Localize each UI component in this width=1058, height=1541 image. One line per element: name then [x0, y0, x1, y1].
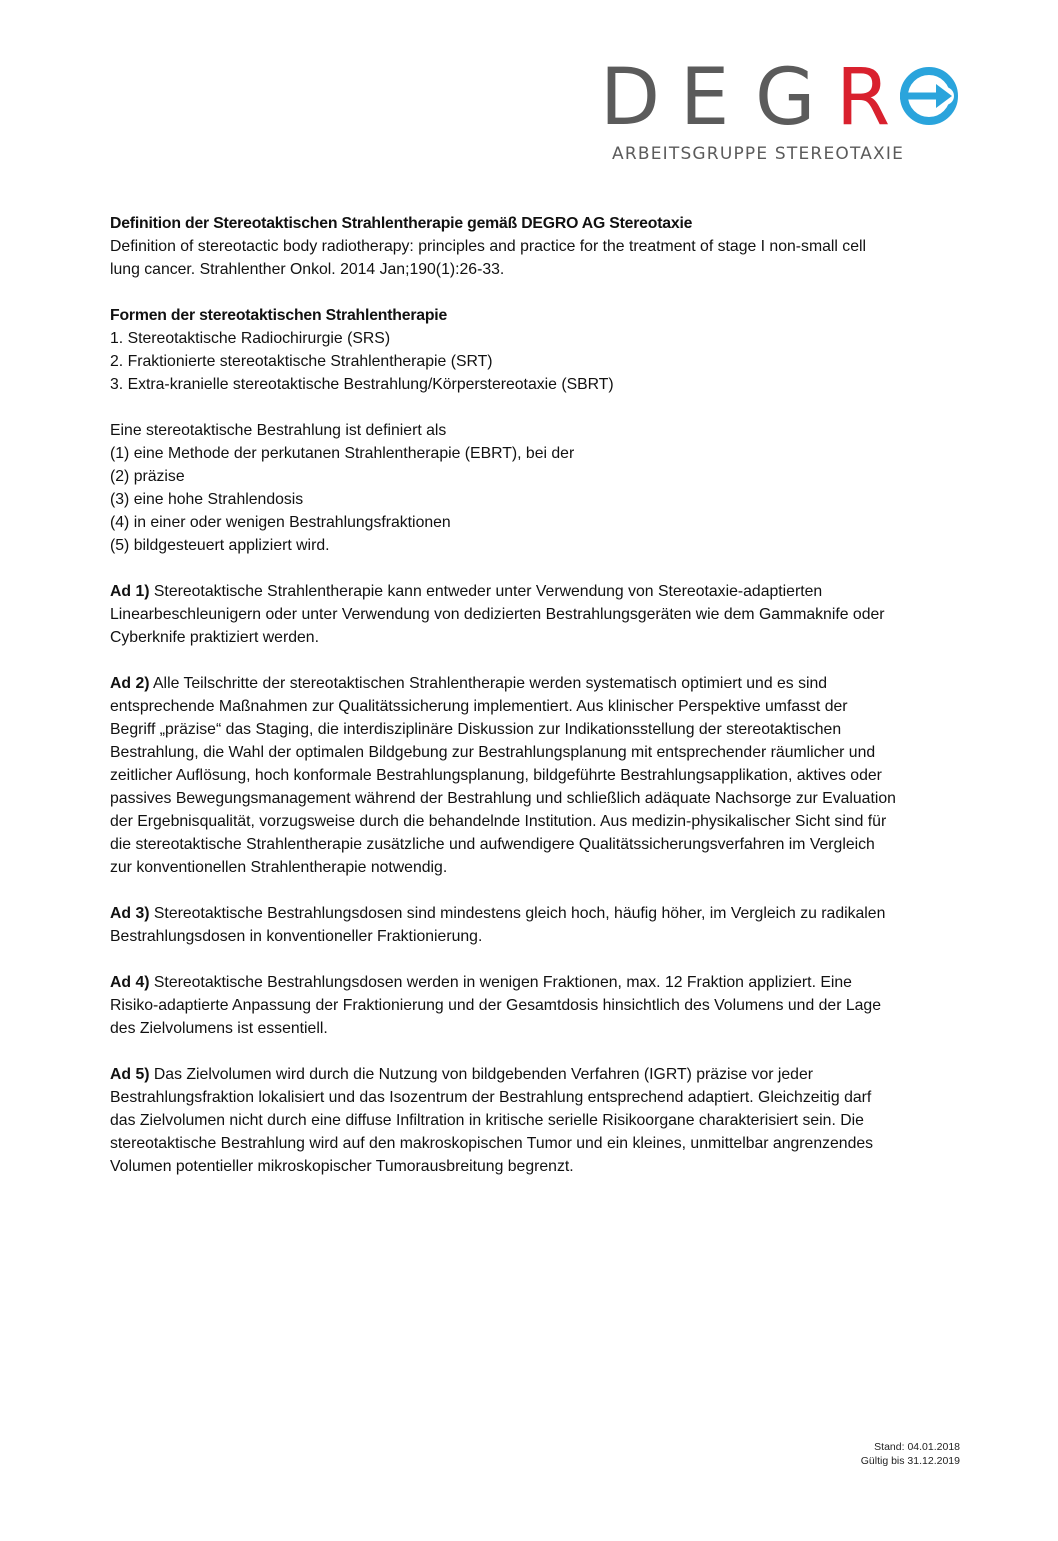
ad5-line: Volumen potentieller mikroskopischer Tumorausbreitung begrenzt.	[110, 1158, 574, 1175]
ad2-paragraph	[110, 672, 960, 879]
ad2-line: entsprechende Maßnahmen zur Qualitätssicherung implementiert. Aus klinischer Perspektive umfasst der	[110, 698, 848, 715]
ad4-text: Stereotaktische Bestrahlungsdosen werden in wenigen Fraktionen, max. 12 Fraktion appliziert. Eine	[149, 974, 852, 991]
ad1-text: Stereotaktische Strahlentherapie kann entweder unter Verwendung von Stereotaxie-adaptierten	[149, 583, 823, 600]
ad3-line	[110, 902, 960, 925]
logo-letter-d: D	[600, 62, 675, 143]
ad4-line	[110, 971, 960, 994]
definition-section	[110, 212, 960, 281]
ad5-paragraph	[110, 1063, 960, 1178]
logo-letter-g: G	[755, 62, 816, 143]
ad2-line: passives Bewegungsmanagement während der Bestrahlung und schließlich adäquate Nachsorge zur Evaluation	[110, 790, 896, 807]
criteria-item: (4) in einer oder wenigen Bestrahlungsfraktionen	[110, 514, 451, 531]
criteria-item: (3) eine hohe Strahlendosis	[110, 491, 304, 508]
ad5-line: das Zielvolumen nicht durch eine diffuse Infiltration in kritische serielle Risikoorgane charakterisiert sein. Die	[110, 1112, 864, 1129]
definition-title: Definition der Stereotaktischen Strahlentherapie gemäß DEGRO AG Stereotaxie	[110, 215, 693, 232]
degro-logo	[600, 62, 970, 172]
ad3-label: Ad 3)	[110, 905, 150, 922]
forms-item: 3. Extra-kranielle stereotaktische Bestrahlung/Körperstereotaxie (SBRT)	[110, 376, 614, 393]
ad2-line: der Ergebnisqualität, vorzugsweise durch die behandelnde Institution. Aus medizin-physikalischer Sicht sind für	[110, 813, 887, 830]
criteria-section	[110, 419, 960, 557]
ad4-paragraph	[110, 971, 960, 1040]
ad5-line: Bestrahlungsfraktion lokalisiert und das Isozentrum der Bestrahlung entsprechend adaptiert. Gleichzeitig darf	[110, 1089, 872, 1106]
ad3-paragraph	[110, 902, 960, 948]
criteria-intro: Eine stereotaktische Bestrahlung ist definiert als	[110, 422, 447, 439]
forms-item: 2. Fraktionierte stereotaktische Strahlentherapie (SRT)	[110, 353, 493, 370]
ad2-line: Bestrahlung, die Wahl der optimalen Bildgebung zur Bestrahlungsplanung mit entsprechender räumlicher und	[110, 744, 876, 761]
ad1-label: Ad 1)	[110, 583, 150, 600]
ad2-line: zeitlicher Auflösung, hoch konformale Bestrahlungsplanung, bildgeführte Bestrahlungsapplikation, aktives oder	[110, 767, 882, 784]
stand-date: Stand: 04.01.2018	[874, 1441, 960, 1453]
reference-line: Definition of stereotactic body radiotherapy: principles and practice for the treatment of stage I non-small cell	[110, 238, 867, 255]
criteria-item: (2) präzise	[110, 468, 185, 485]
arrow-into-circle-icon	[900, 71, 954, 121]
ad5-label: Ad 5)	[110, 1066, 150, 1083]
ad1-line: Linearbeschleunigern oder unter Verwendung von dedizierten Bestrahlungsgeräten wie dem Gammaknife oder	[110, 606, 885, 623]
ad2-line: die stereotaktische Strahlentherapie zusätzliche und aufwendigere Qualitätssicherungsverfahren im Vergleich	[110, 836, 875, 853]
ad5-line: stereotaktische Bestrahlung wird auf den makroskopischen Tumor und ein kleines, unmittelbar angrenzendes	[110, 1135, 874, 1152]
ad3-line: Bestrahlungsdosen in konventioneller Fraktionierung.	[110, 928, 483, 945]
ad5-line	[110, 1063, 960, 1086]
ad2-line: zur konventionellen Strahlentherapie notwendig.	[110, 859, 448, 876]
ad5-text: Das Zielvolumen wird durch die Nutzung von bildgebenden Verfahren (IGRT) präzise vor jeder	[149, 1066, 814, 1083]
ad1-line: Cyberknife praktiziert werden.	[110, 629, 319, 646]
valid-until-date: Gültig bis 31.12.2019	[860, 1455, 960, 1467]
ad2-label: Ad 2)	[110, 675, 150, 692]
ad2-line	[110, 672, 960, 695]
criteria-item: (1) eine Methode der perkutanen Strahlentherapie (EBRT), bei der	[110, 445, 575, 462]
document-footer	[861, 1440, 960, 1468]
logo-letter-e: E	[680, 62, 730, 143]
criteria-item: (5) bildgesteuert appliziert wird.	[110, 537, 330, 554]
ad2-text: Alle Teilschritte der stereotaktischen Strahlentherapie werden systematisch optimiert und es sind	[149, 675, 828, 692]
ad4-line: des Zielvolumens ist essentiell.	[110, 1020, 328, 1037]
logo-letter-r: R	[836, 62, 891, 143]
reference-line: lung cancer. Strahlenther Onkol. 2014 Jan;190(1):26-33.	[110, 261, 505, 278]
ad4-line: Risiko-adaptierte Anpassung der Fraktionierung und der Gesamtdosis hinsichtlich des Volumens und der Lage	[110, 997, 881, 1014]
ad3-text: Stereotaktische Bestrahlungsdosen sind mindestens gleich hoch, häufig höher, im Vergleich zu radikalen	[149, 905, 886, 922]
degro-logo-graphic	[600, 62, 970, 172]
logo-subtitle: ARBEITSGRUPPE STEREOTAXIE	[612, 144, 905, 164]
forms-item: 1. Stereotaktische Radiochirurgie (SRS)	[110, 330, 391, 347]
ad2-line: Begriff „präzise“ das Staging, die interdisziplinäre Diskussion zur Indikationsstellung der stereotaktischen	[110, 721, 842, 738]
forms-section	[110, 304, 960, 396]
document-body	[110, 212, 960, 1201]
ad1-line	[110, 580, 960, 603]
forms-title: Formen der stereotaktischen Strahlentherapie	[110, 307, 448, 324]
ad1-paragraph	[110, 580, 960, 649]
ad4-label: Ad 4)	[110, 974, 150, 991]
